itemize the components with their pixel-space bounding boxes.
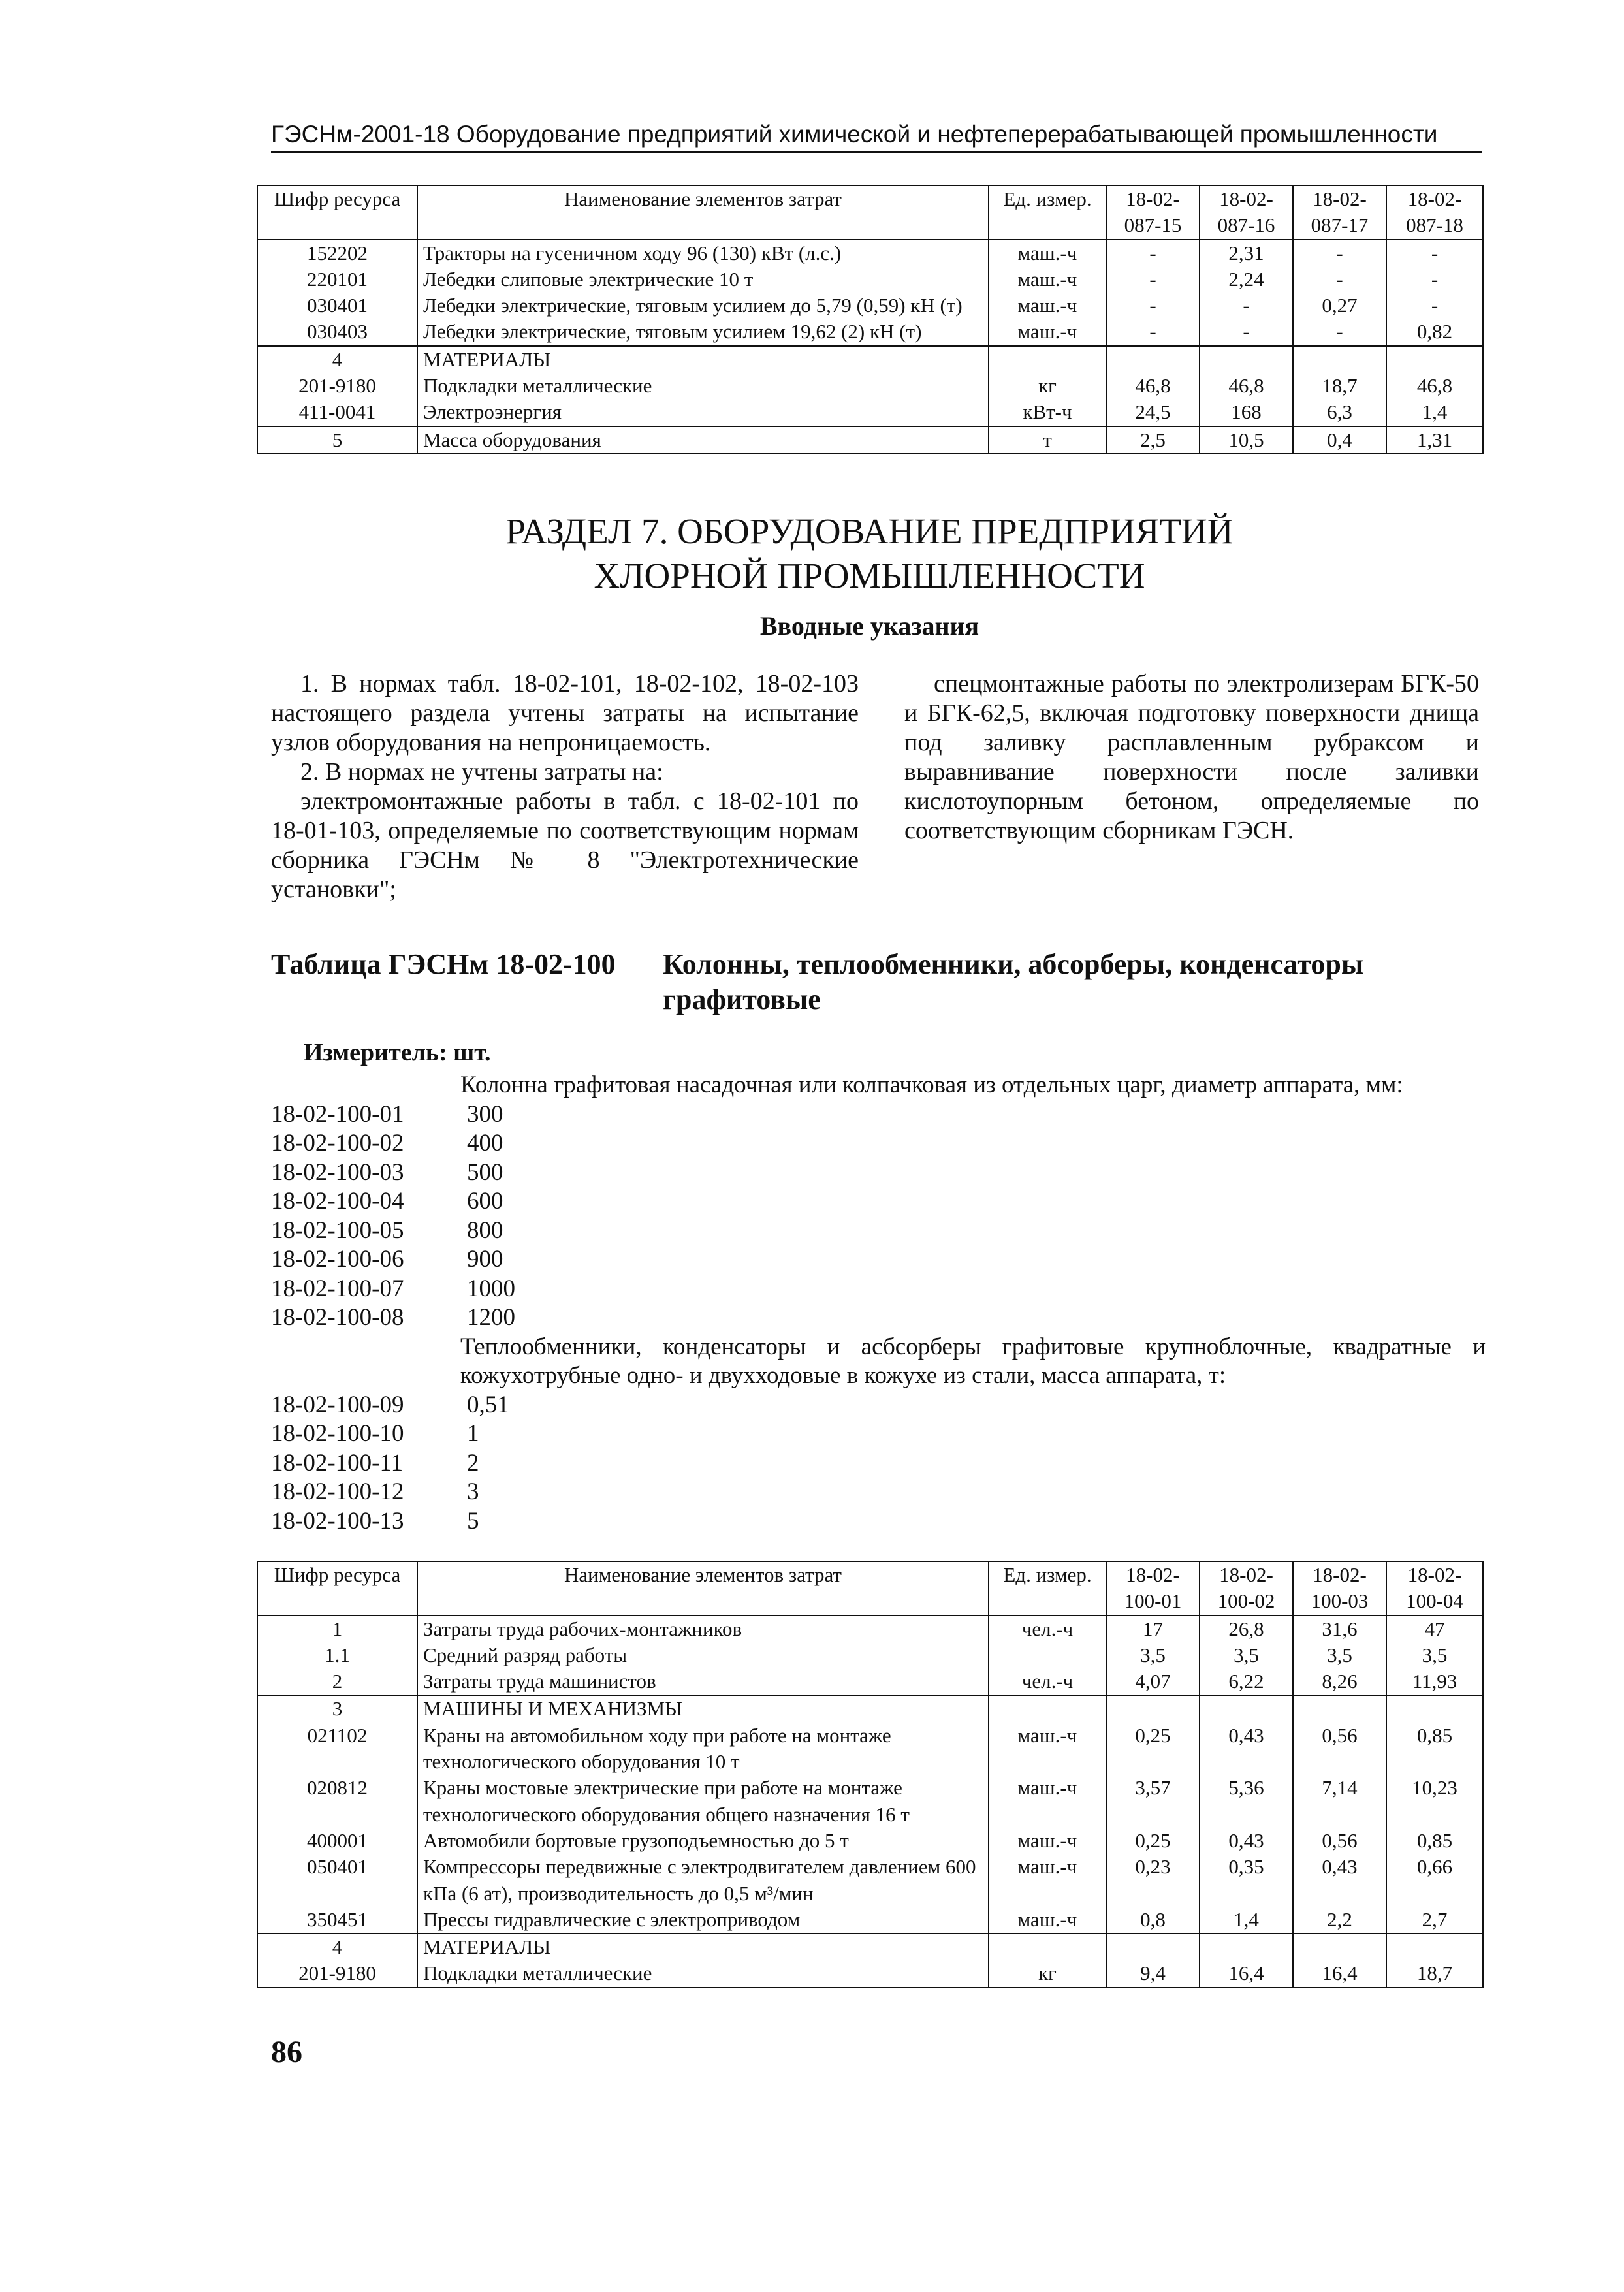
resource-name: Электроэнергия [417, 399, 989, 426]
section-title-line-1: РАЗДЕЛ 7. ОБОРУДОВАНИЕ ПРЕДПРИЯТИЙ [505, 511, 1234, 551]
norm-value: 26,8 [1200, 1616, 1293, 1642]
norm-item [271, 1158, 1486, 1188]
resource-name: Затраты труда рабочих-монтажников [417, 1616, 989, 1642]
resource-name: МАТЕРИАЛЫ [417, 346, 989, 373]
intro-column-left [271, 669, 859, 904]
norm-value: 18,7 [1386, 1960, 1483, 1987]
norm-value: 1,4 [1200, 1907, 1293, 1934]
norm-code: 18-02-100-10 [271, 1420, 404, 1447]
norm-value: 0,56 [1293, 1828, 1386, 1854]
table-row [257, 240, 1483, 266]
col-header-code: Шифр ресурса [257, 1561, 417, 1616]
norm-code: 18-02-100-07 [271, 1275, 404, 1302]
norm-value [1106, 1934, 1200, 1960]
norm-item [271, 1245, 1486, 1275]
group-2-items [271, 1391, 1486, 1536]
resource-code: 220101 [257, 266, 417, 293]
resource-name: Автомобили бортовые грузоподъемностью до 5 т [417, 1828, 989, 1854]
norm-item [271, 1303, 1486, 1333]
norm-value [1293, 1934, 1386, 1960]
resource-name: Краны мостовые электрические при работе на монтаже технологического оборудования общего назначения 16 т [417, 1775, 989, 1828]
col-header-norm-3: 18-02- 100-03 [1293, 1561, 1386, 1616]
norm-value: 46,8 [1386, 373, 1483, 399]
resource-code: 030403 [257, 319, 417, 345]
resource-unit: маш.-ч [989, 293, 1106, 319]
resource-code: 4 [257, 346, 417, 373]
norm-value [1293, 1695, 1386, 1722]
norm-value: 0,43 [1293, 1854, 1386, 1907]
norm-value: 9,4 [1106, 1960, 1200, 1987]
resource-unit: чел.-ч [989, 1616, 1106, 1642]
norm-value: 5,36 [1200, 1775, 1293, 1828]
resource-unit [989, 1642, 1106, 1668]
norm-parameter: 5 [467, 1507, 479, 1535]
resource-name: Масса оборудования [417, 426, 989, 454]
resource-unit [989, 346, 1106, 373]
norm-value: 31,6 [1293, 1616, 1386, 1642]
norm-parameter: 500 [467, 1158, 503, 1186]
norm-value: 168 [1200, 399, 1293, 426]
intro-paragraph-3: электромонтажные работы в табл. с 18-02-101 по 18-01-103, определяемые по соответствующим нормам сборника ГЭСНм № 8 "Электротехнические установки"; [271, 788, 859, 903]
col-header-norm-3: 18-02- 087-17 [1293, 185, 1386, 240]
table-row [257, 399, 1483, 426]
col-header-norm-1: 18-02- 100-01 [1106, 1561, 1200, 1616]
running-header: ГЭСНм-2001-18 Оборудование предприятий химической и нефтеперерабатывающей промышленности [271, 121, 1482, 153]
col-header-norm-1: 18-02- 087-15 [1106, 185, 1200, 240]
norm-value: 0,56 [1293, 1723, 1386, 1775]
norm-value: 17 [1106, 1616, 1200, 1642]
resource-name: Лебедки электрические, тяговым усилием до 5,79 (0,59) кН (т) [417, 293, 989, 319]
norm-parameter: 800 [467, 1217, 503, 1244]
norm-value: 0,8 [1106, 1907, 1200, 1934]
norm-value: 6,3 [1293, 399, 1386, 426]
norm-value: 0,85 [1386, 1828, 1483, 1854]
resource-name: Компрессоры передвижные с электродвигателем давлением 600 кПа (6 ат), производительность до 0,5 м³/мин [417, 1854, 989, 1907]
table-row [257, 266, 1483, 293]
resource-code: 050401 [257, 1854, 417, 1907]
resource-name: Подкладки металлические [417, 373, 989, 399]
intro-paragraph-1: 1. В нормах табл. 18-02-101, 18-02-102, 18-02-103 настоящего раздела учтены затраты на испытание узлов оборудования на непроницаемость. [271, 670, 859, 756]
norm-value: 10,5 [1200, 426, 1293, 454]
resource-name: Лебедки слиповые электрические 10 т [417, 266, 989, 293]
resource-name: Прессы гидравлические с электроприводом [417, 1907, 989, 1934]
resource-name: МАШИНЫ И МЕХАНИЗМЫ [417, 1695, 989, 1722]
norm-value: 46,8 [1106, 373, 1200, 399]
norm-parameter: 3 [467, 1478, 479, 1505]
intro-paragraph-4: спецмонтажные работы по электролизерам БГК-50 и БГК-62,5, включая подготовку поверхности днища под заливку расплавленным рубраксом и выравнивание поверхности после заливки кислотоупорным бетоном, определяемые по соответствующим сборникам ГЭСН. [904, 670, 1479, 844]
col-header-norm-2: 18-02- 100-02 [1200, 1561, 1293, 1616]
norm-value: 3,57 [1106, 1775, 1200, 1828]
norm-value: - [1293, 266, 1386, 293]
norm-value: - [1106, 266, 1200, 293]
resource-code: 021102 [257, 1723, 417, 1775]
norm-code: 18-02-100-13 [271, 1507, 404, 1535]
norm-item [271, 1478, 1486, 1507]
norm-parameter: 900 [467, 1246, 503, 1273]
norm-value [1106, 346, 1200, 373]
norm-value: 3,5 [1106, 1642, 1200, 1668]
section-title [257, 509, 1482, 598]
section-title-line-2: ХЛОРНОЙ ПРОМЫШЛЕННОСТИ [594, 556, 1145, 596]
norm-value: 2,2 [1293, 1907, 1386, 1934]
norm-code: 18-02-100-08 [271, 1304, 404, 1331]
page-number: 86 [271, 2035, 302, 2069]
norm-value: 3,5 [1293, 1642, 1386, 1668]
col-header-name: Наименование элементов затрат [417, 1561, 989, 1616]
norm-value: 10,23 [1386, 1775, 1483, 1828]
norm-value: 0,23 [1106, 1854, 1200, 1907]
intro-heading: Вводные указания [759, 611, 979, 641]
resource-code: 152202 [257, 240, 417, 266]
resource-code: 020812 [257, 1775, 417, 1828]
resource-unit: маш.-ч [989, 1775, 1106, 1828]
norm-value: 46,8 [1200, 373, 1293, 399]
col-header-unit: Ед. измер. [989, 1561, 1106, 1616]
norm-value: 1,4 [1386, 399, 1483, 426]
resource-code: 201-9180 [257, 373, 417, 399]
norm-value: 2,31 [1200, 240, 1293, 266]
norm-value: - [1106, 293, 1200, 319]
norm-item [271, 1449, 1486, 1478]
norm-value: 0,85 [1386, 1723, 1483, 1775]
norm-parameter: 0,51 [467, 1391, 509, 1418]
norm-value: 18,7 [1293, 373, 1386, 399]
resource-code: 411-0041 [257, 399, 417, 426]
table-row [257, 373, 1483, 399]
norm-value: 0,82 [1386, 319, 1483, 345]
resource-code: 201-9180 [257, 1960, 417, 1987]
resource-code: 1.1 [257, 1642, 417, 1668]
resource-unit: маш.-ч [989, 240, 1106, 266]
table-title-text: Колонны, теплообменники, абсорберы, конденсаторы графитовые [663, 948, 1364, 1015]
resource-name: Средний разряд работы [417, 1642, 989, 1668]
resource-unit: маш.-ч [989, 319, 1106, 345]
table-row [257, 1695, 1483, 1722]
norm-item [271, 1275, 1486, 1304]
norm-value [1200, 1934, 1293, 1960]
norm-code: 18-02-100-06 [271, 1246, 404, 1273]
resource-unit: маш.-ч [989, 1854, 1106, 1907]
norm-value: 0,66 [1386, 1854, 1483, 1907]
norm-code: 18-02-100-05 [271, 1217, 404, 1244]
norm-value [1200, 1695, 1293, 1722]
norm-value [1386, 346, 1483, 373]
col-header-name: Наименование элементов затрат [417, 185, 989, 240]
norm-value: 2,5 [1106, 426, 1200, 454]
norm-value: - [1200, 293, 1293, 319]
resource-code: 2 [257, 1668, 417, 1695]
norm-parameter: 1 [467, 1420, 479, 1447]
norm-value: 0,27 [1293, 293, 1386, 319]
norm-parameter: 1000 [467, 1275, 515, 1302]
table-row [257, 1934, 1483, 1960]
table-row [257, 1828, 1483, 1854]
norm-value: 7,14 [1293, 1775, 1386, 1828]
table-row [257, 1616, 1483, 1642]
resource-unit: маш.-ч [989, 266, 1106, 293]
table-row [257, 319, 1483, 345]
group-2-description: Теплообменники, конденсаторы и асбсорберы графитовые крупноблочные, квадратные и кожухотрубные одно- и двухходовые в кожухе из стали, масса аппарата, т: [460, 1333, 1486, 1389]
norm-value: 24,5 [1106, 399, 1200, 426]
resource-unit: маш.-ч [989, 1723, 1106, 1775]
resource-name: Подкладки металлические [417, 1960, 989, 1987]
norm-value: - [1200, 319, 1293, 345]
col-header-code: Шифр ресурса [257, 185, 417, 240]
resource-code: 030401 [257, 293, 417, 319]
resource-code: 1 [257, 1616, 417, 1642]
resource-name: Краны на автомобильном ходу при работе на монтаже технологического оборудования 10 т [417, 1723, 989, 1775]
norm-parameter: 2 [467, 1449, 479, 1476]
resource-name: Тракторы на гусеничном ходу 96 (130) кВт (л.с.) [417, 240, 989, 266]
table-row [257, 1907, 1483, 1934]
resource-unit: маш.-ч [989, 1907, 1106, 1934]
resource-table-1 [257, 185, 1484, 454]
resource-unit: кг [989, 373, 1106, 399]
norm-value: - [1386, 293, 1483, 319]
resource-code: 3 [257, 1695, 417, 1722]
table-row [257, 1960, 1483, 1987]
norm-value: - [1106, 240, 1200, 266]
norm-value [1386, 1934, 1483, 1960]
col-header-norm-2: 18-02- 087-16 [1200, 185, 1293, 240]
norm-code: 18-02-100-01 [271, 1100, 404, 1128]
resource-name: Лебедки электрические, тяговым усилием 19,62 (2) кН (т) [417, 319, 989, 345]
norm-parameter: 600 [467, 1188, 503, 1215]
table-row [257, 1668, 1483, 1695]
resource-code: 350451 [257, 1907, 417, 1934]
resource-name: МАТЕРИАЛЫ [417, 1934, 989, 1960]
norm-value: 3,5 [1200, 1642, 1293, 1668]
table-row [257, 346, 1483, 373]
norm-code: 18-02-100-03 [271, 1158, 404, 1186]
norm-item [271, 1100, 1486, 1130]
intro-column-right [904, 669, 1479, 846]
norm-parameter: 300 [467, 1100, 503, 1128]
norm-item [271, 1217, 1486, 1246]
norm-value: 4,07 [1106, 1668, 1200, 1695]
table-row [257, 426, 1483, 454]
table-row [257, 1854, 1483, 1907]
norm-value: 2,24 [1200, 266, 1293, 293]
norm-parameter: 400 [467, 1130, 503, 1156]
resource-unit: т [989, 426, 1106, 454]
norm-value [1106, 1695, 1200, 1722]
table-row [257, 293, 1483, 319]
table-row [257, 1723, 1483, 1775]
norm-code: 18-02-100-11 [271, 1449, 404, 1476]
resource-code: 4 [257, 1934, 417, 1960]
norm-value: 11,93 [1386, 1668, 1483, 1695]
norm-value: 6,22 [1200, 1668, 1293, 1695]
norm-items [271, 1071, 1486, 1536]
table-row [257, 1775, 1483, 1828]
norm-value: - [1386, 266, 1483, 293]
resource-unit: кВт-ч [989, 399, 1106, 426]
resource-code: 400001 [257, 1828, 417, 1854]
measure-unit: Измеритель: шт. [304, 1039, 491, 1066]
norm-value [1386, 1695, 1483, 1722]
resource-unit: чел.-ч [989, 1668, 1106, 1695]
norm-value: 0,35 [1200, 1854, 1293, 1907]
norm-value: 8,26 [1293, 1668, 1386, 1695]
norm-value: 16,4 [1200, 1960, 1293, 1987]
norm-value: 3,5 [1386, 1642, 1483, 1668]
intro-paragraph-2: 2. В нормах не учтены затраты на: [300, 758, 663, 786]
norm-value: 0,25 [1106, 1723, 1200, 1775]
norm-value: - [1106, 319, 1200, 345]
norm-item [271, 1420, 1486, 1449]
norm-value [1293, 346, 1386, 373]
resource-unit: маш.-ч [989, 1828, 1106, 1854]
resource-table-2 [257, 1561, 1484, 1988]
norm-value: - [1293, 240, 1386, 266]
resource-name: Затраты труда машинистов [417, 1668, 989, 1695]
norm-code: 18-02-100-12 [271, 1478, 404, 1505]
norm-item [271, 1391, 1486, 1420]
resource-unit [989, 1695, 1106, 1722]
norm-value: 0,43 [1200, 1723, 1293, 1775]
resource-unit [989, 1934, 1106, 1960]
norm-value: 2,7 [1386, 1907, 1483, 1934]
col-header-norm-4: 18-02- 087-18 [1386, 185, 1483, 240]
col-header-unit: Ед. измер. [989, 185, 1106, 240]
table-title-label: Таблица ГЭСНм 18-02-100 [271, 948, 616, 980]
norm-value: 16,4 [1293, 1960, 1386, 1987]
norm-value [1200, 346, 1293, 373]
norm-value: - [1293, 319, 1386, 345]
norm-value: 1,31 [1386, 426, 1483, 454]
norm-code: 18-02-100-09 [271, 1391, 404, 1418]
norm-value: 0,43 [1200, 1828, 1293, 1854]
group-1-items [271, 1100, 1486, 1333]
col-header-norm-4: 18-02- 100-04 [1386, 1561, 1483, 1616]
norm-code: 18-02-100-02 [271, 1130, 404, 1156]
norm-value: - [1386, 240, 1483, 266]
norm-value: 0,25 [1106, 1828, 1200, 1854]
resource-unit: кг [989, 1960, 1106, 1987]
norm-parameter: 1200 [467, 1304, 515, 1331]
table-row [257, 1642, 1483, 1668]
norm-item [271, 1507, 1486, 1536]
norm-item [271, 1129, 1486, 1158]
norm-code: 18-02-100-04 [271, 1188, 404, 1215]
group-1-description: Колонна графитовая насадочная или колпачковая из отдельных царг, диаметр аппарата, мм: [460, 1072, 1403, 1098]
norm-value: 47 [1386, 1616, 1483, 1642]
norm-value: 0,4 [1293, 426, 1386, 454]
resource-code: 5 [257, 426, 417, 454]
norm-item [271, 1187, 1486, 1217]
